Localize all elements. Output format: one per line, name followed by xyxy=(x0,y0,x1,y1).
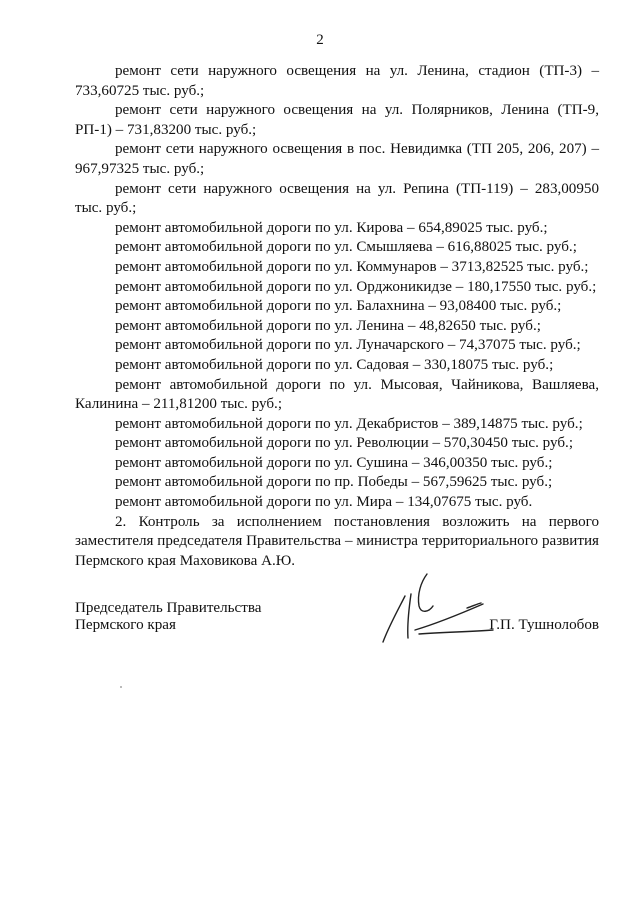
signatory-title-line2: Пермского края xyxy=(75,617,176,633)
signatory-title xyxy=(75,600,261,634)
paragraph-road-balakhnina: ремонт автомобильной дороги по ул. Балахнина – 93,08400 тыс. руб.; xyxy=(115,298,562,315)
scan-speck xyxy=(120,686,122,688)
paragraph-road-sadovaya: ремонт автомобильной дороги по ул. Садовая – 330,18075 тыс. руб.; xyxy=(115,356,554,373)
handwritten-signature xyxy=(375,568,565,648)
paragraph-road-mysovaya: ремонт автомобильной дороги по ул. Мысовая, Чайникова, Вашляева, Калинина – 211,81200 тыс. руб.; xyxy=(75,376,599,413)
signatory-title-line1: Председатель Правительства xyxy=(75,600,262,616)
paragraph-road-revolyutsii: ремонт автомобильной дороги по ул. Революции – 570,30450 тыс. руб.; xyxy=(115,435,574,452)
paragraph-road-smyshlyaeva: ремонт автомобильной дороги по ул. Смышляева – 616,88025 тыс. руб.; xyxy=(115,239,577,256)
signatory-name: Г.П. Тушнолобов xyxy=(489,617,599,633)
paragraph-road-dekabristov: ремонт автомобильной дороги по ул. Декабристов – 389,14875 тыс. руб.; xyxy=(115,415,583,432)
paragraph-road-kommunarov: ремонт автомобильной дороги по ул. Коммунаров – 3713,82525 тыс. руб.; xyxy=(115,258,589,275)
page-number: 2 xyxy=(316,32,324,48)
paragraph-road-ordzhonikidze: ремонт автомобильной дороги по ул. Орджоникидзе – 180,17550 тыс. руб.; xyxy=(115,278,597,295)
paragraph-lighting-polyarnikov: ремонт сети наружного освещения на ул. Полярников, Ленина (ТП-9, РП-1) – 731,83200 тыс. руб.; xyxy=(75,102,599,138)
paragraph-control-clause: 2. Контроль за исполнением постановления возложить на первого заместителя председателя Правительства – министра территориального развития Пермского края Маховикова А.Ю. xyxy=(75,513,599,569)
paragraph-road-pobedy: ремонт автомобильной дороги по пр. Победы – 567,59625 тыс. руб.; xyxy=(115,474,553,491)
paragraph-road-mira: ремонт автомобильной дороги по ул. Мира – 134,07675 тыс. руб. xyxy=(115,494,533,511)
paragraph-lighting-lenina-stadion: ремонт сети наружного освещения на ул. Ленина, стадион (ТП-3) – 733,60725 тыс. руб.; xyxy=(75,63,599,99)
document-body xyxy=(75,62,599,571)
paragraph-road-sushina: ремонт автомобильной дороги по ул. Сушина – 346,00350 тыс. руб.; xyxy=(115,454,553,471)
paragraph-road-lunacharskogo: ремонт автомобильной дороги по ул. Луначарского – 74,37075 тыс. руб.; xyxy=(115,337,581,354)
signature-block xyxy=(75,600,599,660)
paragraph-road-kirova: ремонт автомобильной дороги по ул. Кирова – 654,89025 тыс. руб.; xyxy=(115,219,548,236)
paragraph-lighting-nevidimka: ремонт сети наружного освещения в пос. Невидимка (ТП 205, 206, 207) – 967,97325 тыс. руб.; xyxy=(75,141,599,177)
paragraph-road-lenina: ремонт автомобильной дороги по ул. Ленина – 48,82650 тыс. руб.; xyxy=(115,317,541,334)
paragraph-lighting-repina: ремонт сети наружного освещения на ул. Репина (ТП-119) – 283,00950 тыс. руб.; xyxy=(75,180,599,217)
